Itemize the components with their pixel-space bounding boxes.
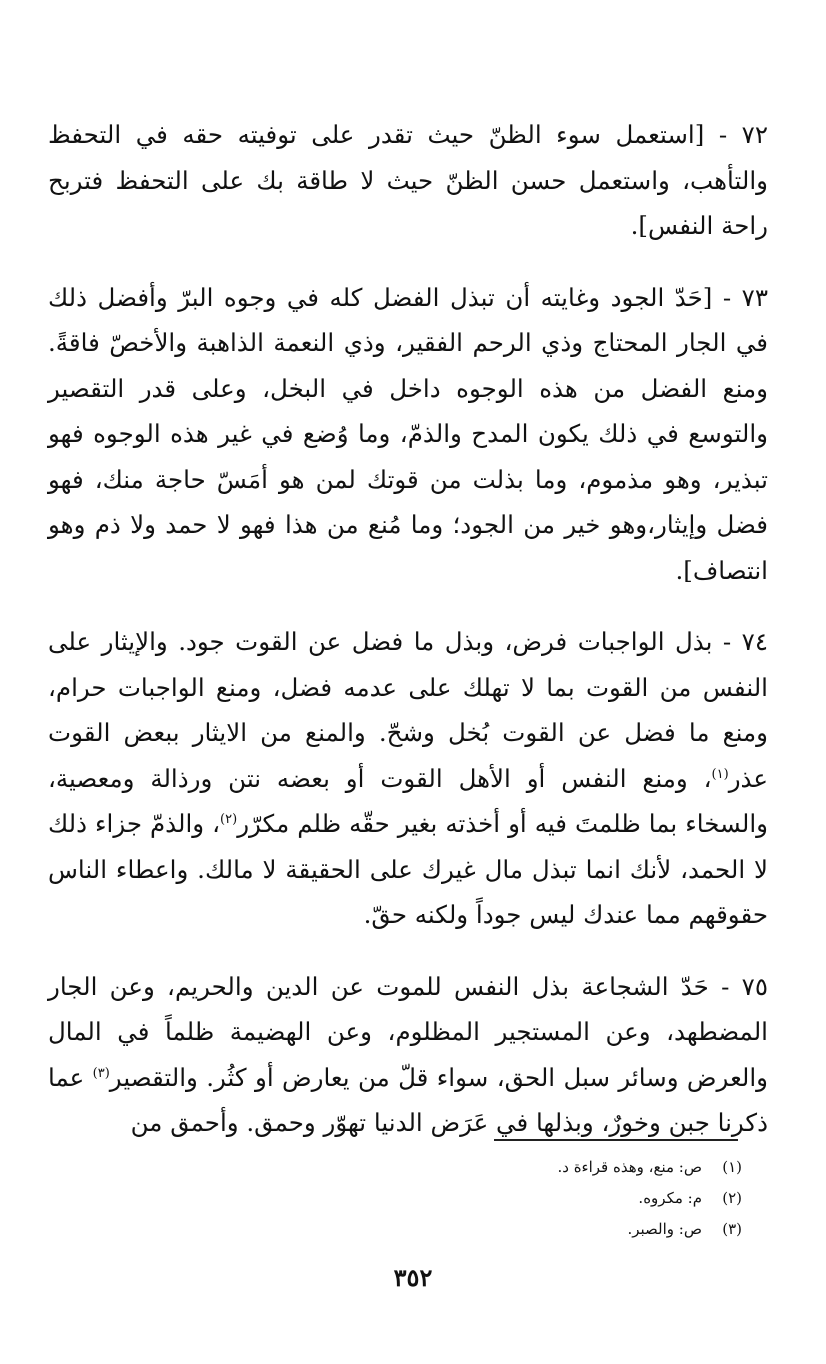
footnote-text: ص: منع، وهذه قراءة د. xyxy=(557,1158,702,1176)
footnote-marker: (١) xyxy=(711,766,729,782)
footnote-item xyxy=(557,1183,742,1214)
footnote-item xyxy=(557,1152,742,1183)
paragraph-72 xyxy=(48,112,768,249)
footnote-text: ص: والصبر. xyxy=(627,1220,702,1238)
paragraph-75-text-a: ٧٥ - حَدّ الشجاعة بذل النفس للموت عن الدين والحريم، وعن الجار المضطهد، وعن المستجير المظلوم، وعن الهضيمة ظلماً في المال والعرض وسائر سبل الحق، سواء قلّ من يعارض أو كثُر. والتقصير xyxy=(48,971,768,1092)
paragraph-73-text: ٧٣ - [حَدّ الجود وغايته أن تبذل الفضل كله في وجوه البرّ وأفضل ذلك في الجار المحتاج وذي الرحم الفقير، وذي النعمة الذاهبة والأخصّ فاقةً. ومنع الفضل من هذه الوجوه داخل في البخل، وعلى قدر التقصير والتوسع في ذلك يكون المدح والذمّ، وما وُضع في غير هذه الوجوه فهو تبذير، وهو مذموم، وما بذلت من قوتك لمن هو أمَسّ حاجة منك، فهو فضل وإيثار،وهو خير من الجود؛ وما مُنع من هذا فهو لا حمد ولا ذم وهو انتصاف]. xyxy=(48,282,768,585)
footnote-number: (٢) xyxy=(722,1189,742,1207)
footnote-text: م: مكروه. xyxy=(638,1189,702,1207)
footnotes xyxy=(557,1152,742,1245)
paragraph-74-text-a: ٧٤ - بذل الواجبات فرض، وبذل ما فضل عن القوت جود. والإيثار على النفس من القوت بما لا تهلك على عدمه فضل، ومنع الواجبات حرام، ومنع ما فضل عن القوت بُخل وشحّ. والمنع من الايثار ببعض القوت عذر xyxy=(48,627,768,793)
footnote-number: (٣) xyxy=(722,1220,742,1238)
paragraph-73 xyxy=(48,275,768,594)
page-number: ٣٥٢ xyxy=(393,1263,433,1292)
paragraph-74 xyxy=(48,619,768,938)
paragraph-75-text-b: عما ذكرنا جبن وخورٌ، وبذلها في عَرَض الدنيا تهوّر وحمق. وأحمق من xyxy=(48,1062,768,1137)
paragraph-75 xyxy=(48,964,768,1146)
paragraph-72-text: ٧٢ - [استعمل سوء الظنّ حيث تقدر على توفيته حقه في التحفظ والتأهب، واستعمل حسن الظنّ حيث لا طاقة بك على التحفظ فتربح راحة النفس]. xyxy=(48,120,768,240)
footnote-marker: (٣) xyxy=(92,1065,110,1081)
footnote-item xyxy=(557,1214,742,1245)
footnote-divider xyxy=(494,1139,738,1141)
footnote-marker: (٢) xyxy=(220,811,238,827)
paragraph-74-text-c: ، والذمّ جزاء ذلك لا الحمد، لأنك انما تبذل مال غيرك على الحقيقة لا مالك. واعطاء الناس حقوقهم مما عندك ليس جوداً ولكنه حقّ. xyxy=(48,809,768,929)
footnote-number: (١) xyxy=(722,1158,742,1176)
paragraph-74-text-b: ، ومنع النفس أو الأهل القوت أو بعضه نتن ورذالة ومعصية، والسخاء بما ظلمتَ فيه أو أخذته بغير حقّه ظلم مكرّر xyxy=(48,763,768,838)
body-text xyxy=(48,112,768,1172)
